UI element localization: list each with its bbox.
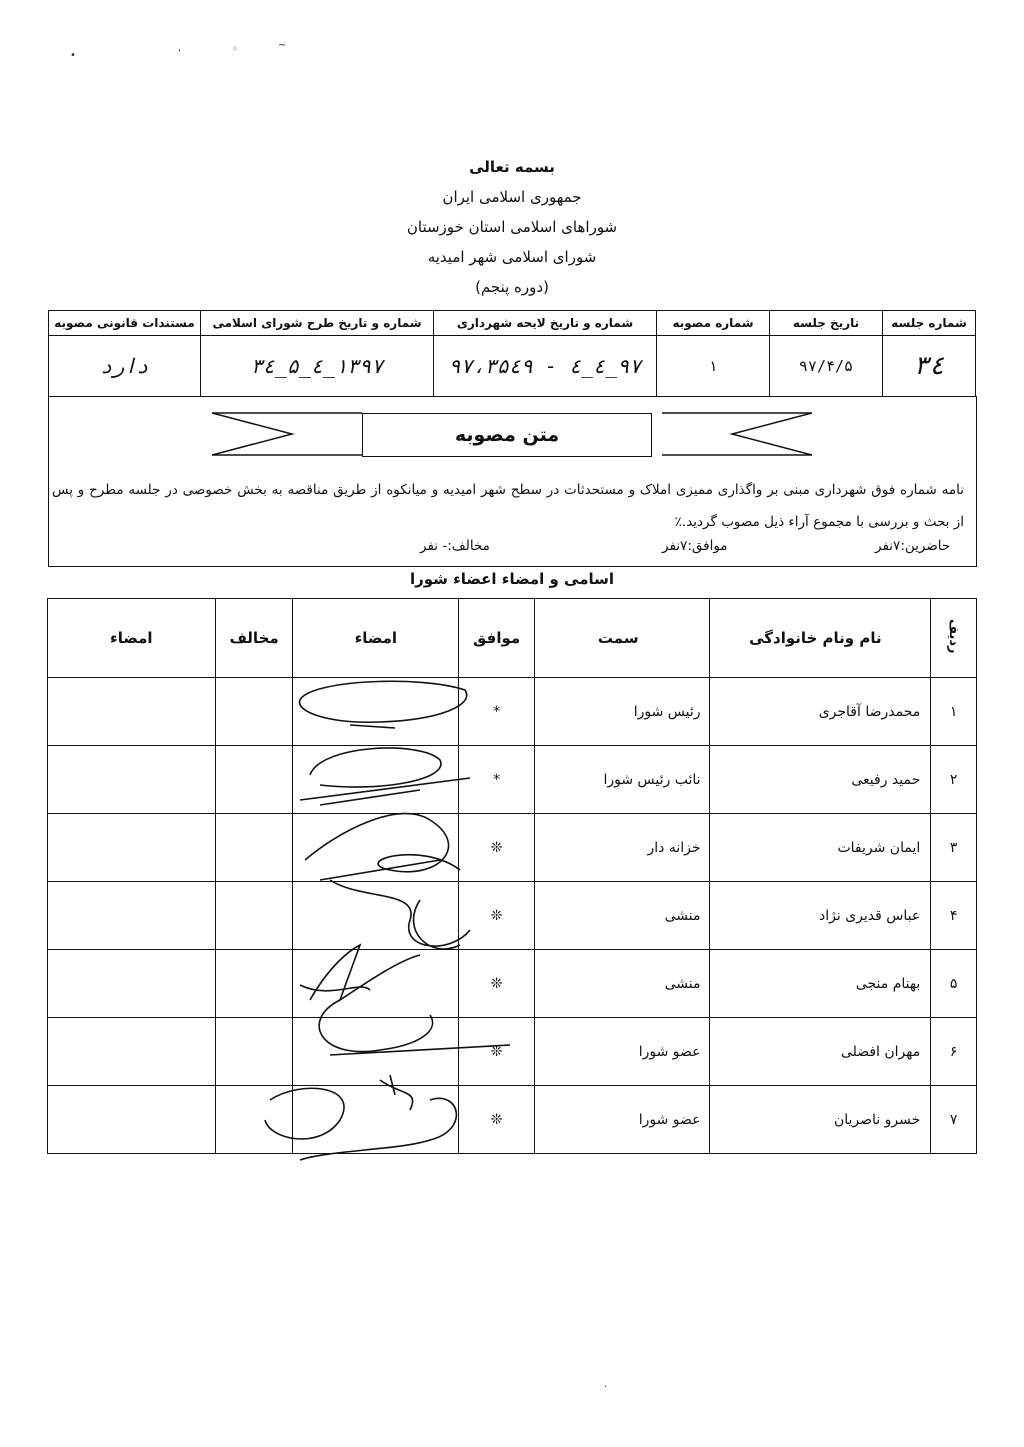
scan-speck: ~ — [278, 40, 287, 51]
member-role: منشی — [535, 882, 710, 950]
member-role: نائب رئیس شورا — [535, 746, 710, 814]
approval-title: متن مصوبه — [362, 413, 652, 457]
signature2-cell — [48, 1018, 216, 1086]
agree-mark: * — [459, 678, 535, 746]
agree-mark: ❊ — [459, 1086, 535, 1154]
signature-cell — [293, 814, 459, 882]
header-basmala: بسمه تعالی — [469, 158, 555, 176]
signature2-cell — [48, 678, 216, 746]
table-row — [48, 746, 977, 814]
member-role: منشی — [535, 950, 710, 1018]
member-name: عباس قدیری نژاد — [709, 882, 931, 950]
scan-speck: ◦ — [232, 44, 238, 55]
member-name: خسرو ناصریان — [709, 1086, 931, 1154]
resolution-number-value: ۱ — [657, 336, 770, 397]
member-name: محمدرضا آقاجری — [709, 678, 931, 746]
plan-number-header: شماره و تاریخ طرح شورای اسلامی — [201, 311, 434, 336]
col-oppose-header: مخالف — [215, 599, 293, 678]
row-index: ۲ — [931, 746, 977, 814]
header-term: (دوره پنجم) — [475, 278, 549, 296]
document-header — [300, 152, 724, 302]
agree-count: موافق:۷نفر — [662, 538, 728, 554]
oppose-cell — [215, 882, 293, 950]
session-date-header: تاریخ جلسه — [770, 311, 883, 336]
resolution-number-header: شماره مصوبه — [657, 311, 770, 336]
oppose-cell — [215, 814, 293, 882]
col-agree-header: موافق — [459, 599, 535, 678]
row-index: ۳ — [931, 814, 977, 882]
col-index-header: ردیف — [931, 599, 977, 678]
signature2-cell — [48, 882, 216, 950]
members-section-title: اسامی و امضاء اعضاء شورا — [409, 570, 615, 588]
table-row — [48, 1086, 977, 1154]
scan-speck: • — [70, 50, 76, 61]
col-signature2-header: امضاء — [48, 599, 216, 678]
member-name: مهران افضلی — [709, 1018, 931, 1086]
plan-number-value: ۱۳۹۷_٤_۵_۳٤ — [201, 336, 434, 397]
member-name: بهنام منجی — [709, 950, 931, 1018]
session-date-value: ۹۷/۴/۵ — [770, 336, 883, 397]
member-role: رئیس شورا — [535, 678, 710, 746]
row-index: ۵ — [931, 950, 977, 1018]
member-role: عضو شورا — [535, 1086, 710, 1154]
signature-cell — [293, 746, 459, 814]
approval-text: نامه شماره فوق شهرداری مبنی بر واگذاری ممیزی املاک و مستحدثات در سطح شهر امیدیه و میانکوه از طریق مناقصه به بخش خصوصی در جلسه مطرح و پس از بحث و بررسی با مجموع آراء ذیل مصوب گردید.٪ — [52, 482, 964, 530]
col-name-header: نام ونام خانوادگی — [709, 599, 931, 678]
oppose-cell — [215, 746, 293, 814]
member-name: ایمان شریفات — [709, 814, 931, 882]
row-index: ۴ — [931, 882, 977, 950]
session-number-header: شماره جلسه — [883, 311, 976, 336]
bill-number-header: شماره و تاریخ لایحه شهرداری — [434, 311, 657, 336]
agree-mark: * — [459, 746, 535, 814]
members-table — [47, 598, 977, 1154]
agree-mark: ❊ — [459, 1018, 535, 1086]
signature2-cell — [48, 814, 216, 882]
row-index: ۱ — [931, 678, 977, 746]
scan-speck: ' — [178, 48, 181, 59]
header-city-council: شورای اسلامی شهر امیدیه — [427, 248, 597, 266]
header-province-council: شوراهای اسلامی استان خوزستان — [406, 218, 618, 236]
table-row — [48, 814, 977, 882]
table-row — [48, 882, 977, 950]
signature-cell — [293, 1018, 459, 1086]
signature-cell — [293, 882, 459, 950]
col-role-header: سمت — [535, 599, 710, 678]
scan-speck: · — [604, 1382, 608, 1393]
session-info-table — [48, 310, 976, 397]
signature-cell — [293, 950, 459, 1018]
table-row — [48, 1018, 977, 1086]
agree-mark: ❊ — [459, 882, 535, 950]
member-role: عضو شورا — [535, 1018, 710, 1086]
present-count: حاضرین:۷نفر — [875, 538, 951, 554]
oppose-cell — [215, 1018, 293, 1086]
member-role: خزانه دار — [535, 814, 710, 882]
header-country: جمهوری اسلامی ایران — [442, 188, 582, 206]
col-signature-header: امضاء — [293, 599, 459, 678]
bill-number-value: ۹۷_٤_٤ - ۹۷،۳۵٤۹ — [434, 336, 657, 397]
signature2-cell — [48, 746, 216, 814]
session-number-value: ۳٤ — [883, 336, 976, 397]
legal-basis-value: دارد — [49, 336, 201, 397]
agree-mark: ❊ — [459, 814, 535, 882]
legal-basis-header: مستندات قانونی مصوبه — [49, 311, 201, 336]
oppose-cell — [215, 950, 293, 1018]
signature2-cell — [48, 1086, 216, 1154]
oppose-count: مخالف:- نفر — [420, 538, 490, 554]
member-name: حمید رفیعی — [709, 746, 931, 814]
signature-cell — [293, 1086, 459, 1154]
signature2-cell — [48, 950, 216, 1018]
members-header-row — [48, 599, 977, 678]
signature-cell — [293, 678, 459, 746]
table-row — [48, 678, 977, 746]
row-index: ۷ — [931, 1086, 977, 1154]
agree-mark: ❊ — [459, 950, 535, 1018]
oppose-cell — [215, 1086, 293, 1154]
oppose-cell — [215, 678, 293, 746]
row-index: ۶ — [931, 1018, 977, 1086]
table-row — [48, 950, 977, 1018]
